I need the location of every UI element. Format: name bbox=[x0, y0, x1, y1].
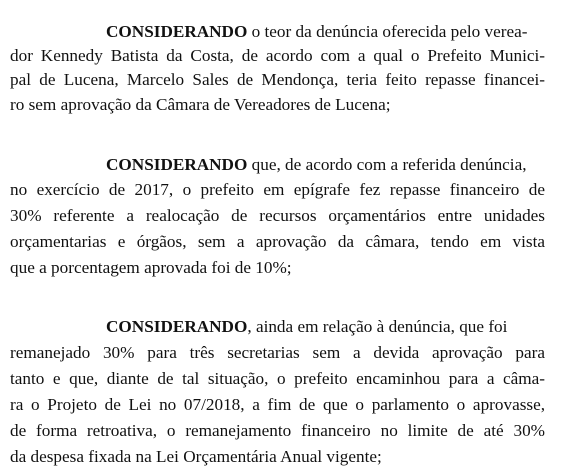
paragraph-line bbox=[106, 155, 545, 175]
considerando-heading: CONSIDERANDO bbox=[106, 317, 248, 336]
paragraph-line: da despesa fixada na Lei Orçamentária Anual vigente; bbox=[10, 447, 382, 466]
paragraph-line: dor Kennedy Batista da Costa, de acordo com a qual o Prefeito Munici- bbox=[10, 46, 545, 65]
paragraph-line: orçamentarias e órgãos, sem a aprovação da câmara, tendo em vista bbox=[10, 232, 545, 251]
paragraph-line: de forma retroativa, o remanejamento financeiro no limite de até 30% bbox=[10, 421, 545, 440]
paragraph-line bbox=[106, 317, 545, 337]
paragraph-line: no exercício de 2017, o prefeito em epígrafe fez repasse financeiro de bbox=[10, 180, 545, 199]
considerando-heading: CONSIDERANDO bbox=[106, 155, 248, 174]
paragraph-line: que a porcentagem aprovada foi de 10%; bbox=[10, 258, 292, 277]
paragraph-line: ra o Projeto de Lei no 07/2018, a fim de que o parlamento o aprovasse, bbox=[10, 395, 545, 414]
considerando-heading: CONSIDERANDO bbox=[106, 22, 248, 41]
paragraph-line: remanejado 30% para três secretarias sem a devida aprovação para bbox=[10, 343, 545, 362]
paragraph-line: tanto e que, diante de tal situação, o prefeito encaminhou para a câma- bbox=[10, 369, 545, 388]
paragraph-line: pal de Lucena, Marcelo Sales de Mendonça, teria feito repasse financei- bbox=[10, 70, 545, 89]
paragraph-line: ro sem aprovação da Câmara de Vereadores de Lucena; bbox=[10, 95, 391, 114]
paragraph-text: , ainda em relação à denúncia, que foi bbox=[247, 317, 508, 336]
paragraph-line: 30% referente a realocação de recursos orçamentários entre unidades bbox=[10, 206, 545, 225]
paragraph-text: o teor da denúncia oferecida pelo verea- bbox=[247, 22, 528, 41]
paragraph-line bbox=[106, 22, 545, 42]
paragraph-text: que, de acordo com a referida denúncia, bbox=[247, 155, 527, 174]
